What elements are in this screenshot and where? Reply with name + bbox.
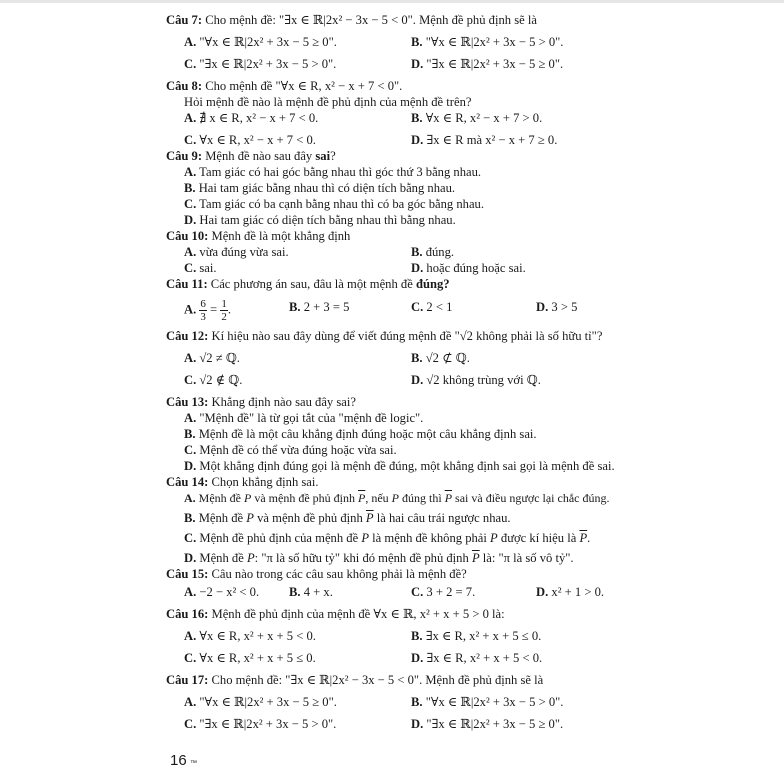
option-a: A. $\frac{6}{3}$ = $\frac{1}{2}$ . [184,298,231,323]
option-d: D. x² + 1 > 0. [536,585,605,599]
option-a: A. "∀x ∈ ℝ|2x² + 3x − 5 ≥ 0". [184,35,337,49]
question-text: Cho mệnh đề: "∃x ∈ ℝ|2x² − 3x − 5 < 0". Mệnh đề phủ định sẽ là [202,13,537,27]
option-b: B. 2 + 3 = 5 [289,300,350,314]
q9-stem: Câu 9: Mệnh đề nào sau đây sai? [166,149,336,163]
fraction: $\frac{1}{2}$ [221,298,227,323]
q15-options [166,584,646,600]
q8-options-ab [166,110,646,126]
option-c: C. "∃x ∈ ℝ|2x² + 3x − 5 > 0". [184,717,337,731]
option-b: B. √2 ⊄ ℚ. [411,351,470,365]
option-d: D. hoặc đúng hoặc sai. [411,261,526,275]
q7-stem [166,12,646,28]
q10-options-ab [166,244,646,260]
q16-options-cd [166,650,646,666]
option-c: C. sai. [184,261,217,275]
question-label: Câu 7: [166,13,203,27]
q7-options-ab [166,34,646,50]
q13-option-d: D. Một khẳng định đúng gọi là mệnh đề đúng, một khẳng định sai gọi là mệnh đề sai. [184,459,615,473]
q15-stem: Câu 15: Câu nào trong các câu sau không phải là mệnh đề? [166,567,467,581]
q9-option-c: C. Tam giác có ba cạnh bằng nhau thì có ba góc bằng nhau. [184,197,484,211]
option-d: D. 3 > 5 [536,300,578,314]
option-c: C. "∃x ∈ ℝ|2x² + 3x − 5 > 0". [184,57,337,71]
option-c: C. ∀x ∈ R, x² + x + 5 ≤ 0. [184,651,316,665]
q14-option-d: D. Mệnh đề P: "π là số hữu tỷ" khi đó mệnh đề phủ định $\overline{P}$ là: "π là số vô tỷ". [184,551,574,565]
option-d: D. √2 không trùng với ℚ. [411,373,541,387]
q7-options-cd [166,56,646,72]
q9-option-b: B. Hai tam giác bằng nhau thì có diện tích bằng nhau. [184,181,456,195]
q13-option-c: C. Mệnh đề có thể vừa đúng hoặc vừa sai. [184,443,397,457]
option-a: A. ∄ x ∈ R, x² − x + 7 < 0. [184,111,319,125]
q17-options-cd [166,716,646,732]
q14-stem: Câu 14: Chọn khẳng định sai. [166,475,319,489]
page-number: 16 [170,752,187,769]
q12-stem: Câu 12: Kí hiệu nào sau đây dùng để viết đúng mệnh đề "√2 không phải là số hữu tỉ"? [166,329,603,343]
option-c: C. 2 < 1 [411,300,453,314]
option-b: B. 4 + x. [289,585,333,599]
option-d: D. ∃x ∈ R mà x² − x + 7 ≥ 0. [411,133,558,147]
q8-options-cd [166,132,646,148]
q8-stem: Câu 8: Cho mệnh đề "∀x ∈ R, x² − x + 7 < 0". [166,79,403,93]
q17-options-ab [166,694,646,710]
option-d: D. ∃x ∈ R, x² + x + 5 < 0. [411,651,543,665]
option-a: A. √2 ≠ ℚ. [184,351,240,365]
scan-edge [0,0,784,3]
option-b: B. ∀x ∈ R, x² − x + 7 > 0. [411,111,543,125]
q9-option-d: D. Hai tam giác có diện tích bằng nhau thì bằng nhau. [184,213,456,227]
option-d: D. "∃x ∈ ℝ|2x² + 3x − 5 ≥ 0". [411,57,564,71]
option-c: C. √2 ∉ ℚ. [184,373,243,387]
q8-stem-2: Hỏi mệnh đề nào là mệnh đề phủ định của mệnh đề trên? [184,95,472,109]
q11-stem: Câu 11: Các phương án sau, đâu là một mệnh đề đúng? [166,277,450,291]
option-a: A. vừa đúng vừa sai. [184,245,289,259]
q13-option-a: A. "Mệnh đề" là từ gọi tắt của "mệnh đề logic". [184,411,424,425]
q12-options-ab [166,350,646,366]
option-b: B. "∀x ∈ ℝ|2x² + 3x − 5 > 0". [411,695,564,709]
q17-stem: Câu 17: Cho mệnh đề: "∃x ∈ ℝ|2x² − 3x − 5 < 0". Mệnh đề phủ định sẽ là [166,673,544,687]
option-c: C. ∀x ∈ R, x² − x + 7 < 0. [184,133,316,147]
option-d: D. "∃x ∈ ℝ|2x² + 3x − 5 ≥ 0". [411,717,564,731]
q14-option-c: C. Mệnh đề phủ định của mệnh đề P là mệnh đề không phải P được kí hiệu là $\overline{P}$. [184,531,591,545]
option-a: A. "∀x ∈ ℝ|2x² + 3x − 5 ≥ 0". [184,695,337,709]
footer-mark: ™ [190,760,197,767]
q14-option-b: B. Mệnh đề P và mệnh đề phủ định $\overline{P}$ là hai câu trái ngược nhau. [184,511,511,525]
q16-stem: Câu 16: Mệnh đề phủ định của mệnh đề ∀x ∈ ℝ, x² + x + 5 > 0 là: [166,607,505,621]
q10-options-cd [166,260,646,276]
q9-option-a: A. Tam giác có hai góc bằng nhau thì góc thứ 3 bằng nhau. [184,165,482,179]
q13-option-b: B. Mệnh đề là một câu khẳng định đúng hoặc một câu khẳng định sai. [184,427,537,441]
option-b: B. đúng. [411,245,455,259]
option-b: B. "∀x ∈ ℝ|2x² + 3x − 5 > 0". [411,35,564,49]
option-b: B. ∃x ∈ R, x² + x + 5 ≤ 0. [411,629,542,643]
option-a: A. ∀x ∈ R, x² + x + 5 < 0. [184,629,316,643]
q14-option-a: A. Mệnh đề P và mệnh đề phủ định $\overline{P}$, nếu P đúng thì $\overline{P}$ sai và điều ngược lại chắc đúng. [184,491,610,505]
q11-options [166,292,646,322]
page-content [166,12,646,732]
fraction: $\frac{6}{3}$ [200,298,206,323]
q10-stem: Câu 10: Mệnh đề là một khẳng định [166,229,351,243]
option-a: A. −2 − x² < 0. [184,585,260,599]
q16-options-ab [166,628,646,644]
q13-stem: Câu 13: Khẳng định nào sau đây sai? [166,395,356,409]
option-c: C. 3 + 2 = 7. [411,585,476,599]
q12-options-cd [166,372,646,388]
